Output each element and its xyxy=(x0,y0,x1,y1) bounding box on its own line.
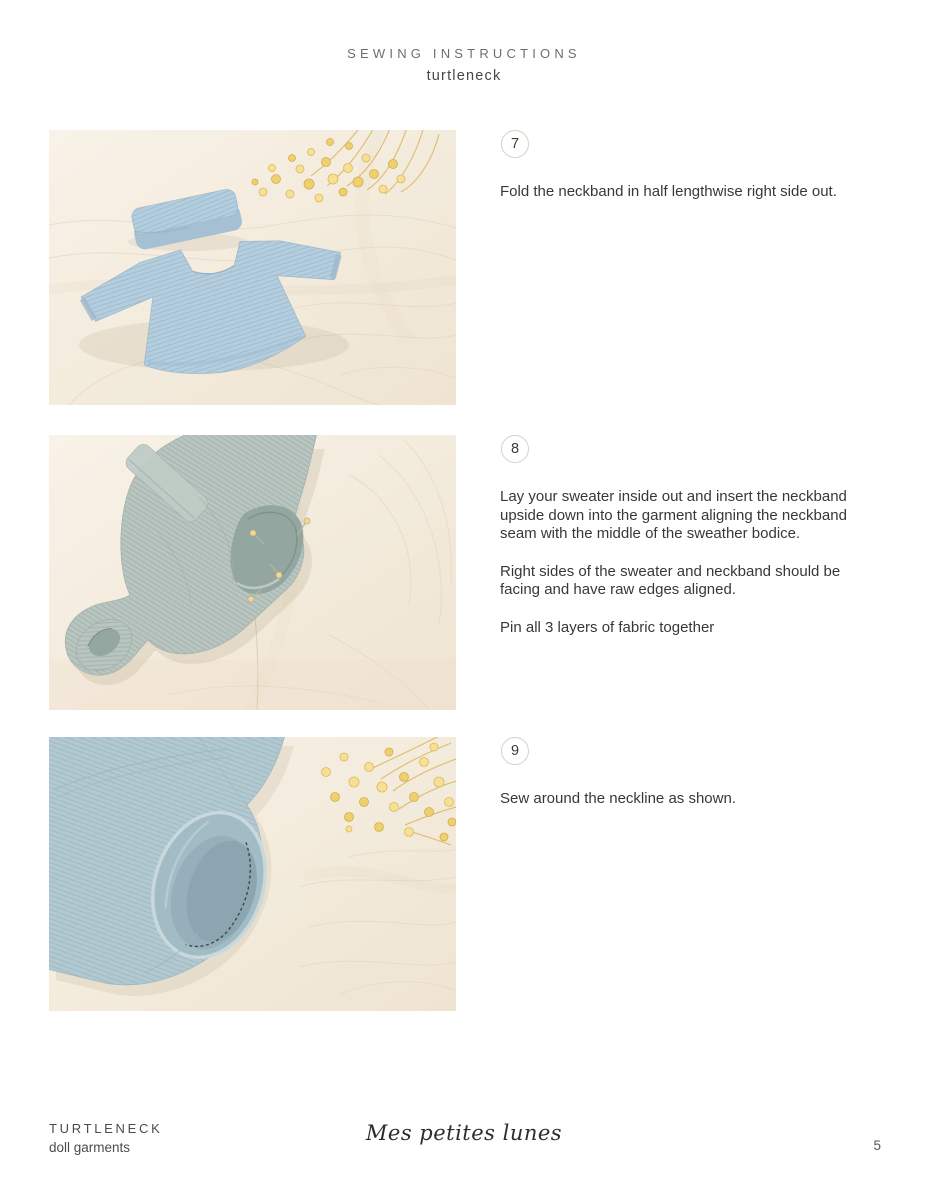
step-number-badge xyxy=(501,130,529,158)
step-paragraph: Right sides of the sweater and neckband should be facing and have raw edges aligned. xyxy=(500,562,841,599)
footer-pattern-subtitle: doll garments xyxy=(49,1140,131,1155)
step-number: 8 xyxy=(510,441,520,457)
step-number-badge xyxy=(501,435,529,463)
step-paragraph: Sew around the neckline as shown. xyxy=(500,790,736,807)
step-paragraph: Fold the neckband in half lengthwise right side out. xyxy=(500,183,837,200)
step-9-text xyxy=(500,790,882,809)
step-row-9 xyxy=(49,737,928,1011)
photo-step-9-sewn-neckline xyxy=(49,737,456,1011)
step-7-text xyxy=(500,183,882,202)
step-7 xyxy=(500,130,882,405)
photo-step-7-illustration xyxy=(49,130,456,405)
page-title: SEWING INSTRUCTIONS xyxy=(347,46,581,61)
photo-step-8-pinned-neckband xyxy=(49,435,456,710)
step-number: 7 xyxy=(510,136,520,152)
page-header xyxy=(0,0,928,84)
step-row-7 xyxy=(49,130,928,405)
photo-step-9-illustration xyxy=(49,737,456,1011)
instruction-steps xyxy=(0,130,928,1011)
photo-step-8-illustration xyxy=(49,435,456,710)
step-8-text xyxy=(500,488,882,638)
photo-step-7-flat-sweater-and-neckband xyxy=(49,130,456,405)
step-paragraph: Lay your sweater inside out and insert the neckband upside down into the garment aligning the neckband seam with the middle of the sweather bodice. xyxy=(500,488,847,543)
footer-pattern-name: TURTLENECK xyxy=(49,1121,163,1136)
step-8 xyxy=(500,435,882,710)
step-number-badge xyxy=(501,737,529,765)
brand-logo: Mes petites lunes xyxy=(365,1121,563,1145)
step-number: 9 xyxy=(510,743,520,759)
page-number: 5 xyxy=(873,1138,881,1153)
step-row-8 xyxy=(49,435,928,710)
step-9 xyxy=(500,737,882,1011)
page-subtitle: turtleneck xyxy=(426,68,502,84)
step-paragraph: Pin all 3 layers of fabric together xyxy=(500,618,715,636)
